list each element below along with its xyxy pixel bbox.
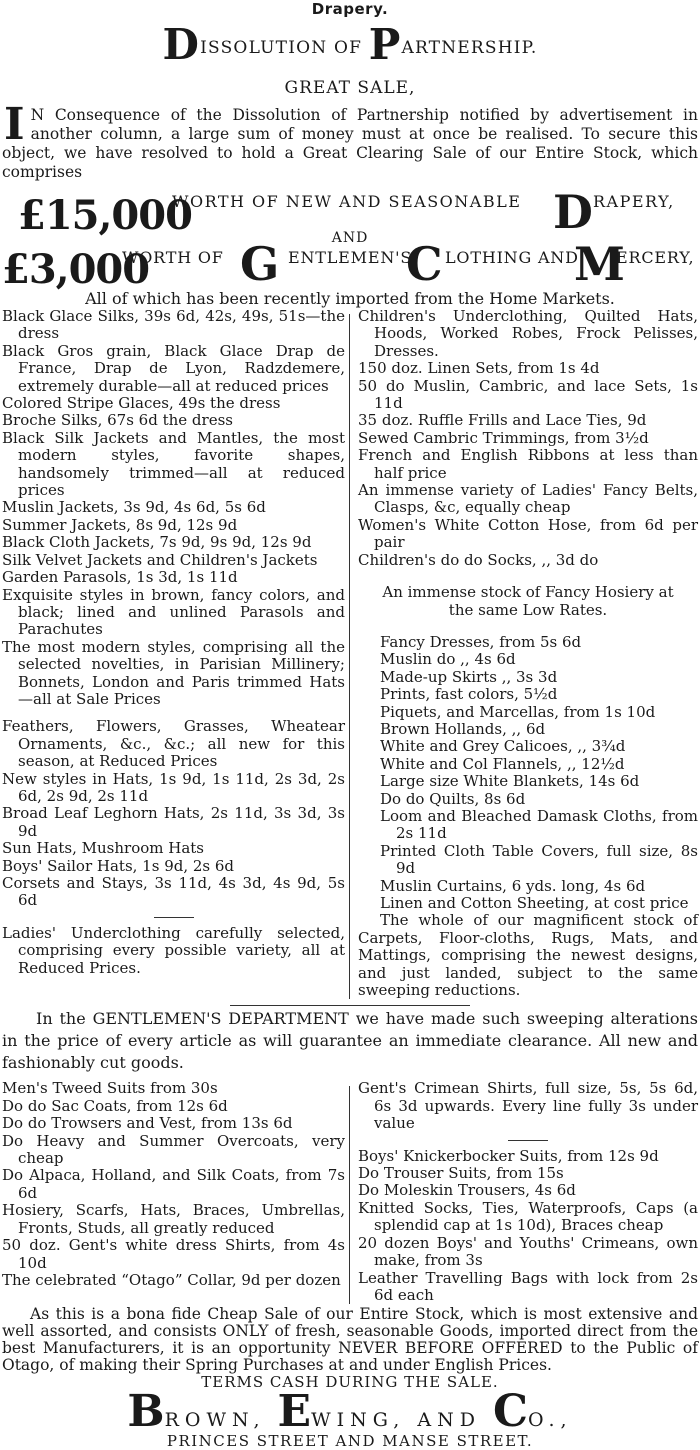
clothing-initial-c: C	[406, 237, 443, 291]
list-item: Ladies' Underclothing carefully selected, comprising every possible variety, all at Reduced Prices.	[2, 923, 345, 977]
ad-subtitle: GREAT SALE,	[284, 78, 416, 98]
firm-word-co: O.,	[528, 1408, 573, 1431]
list-item: Do Moleskin Trousers, 4s 6d	[358, 1181, 576, 1200]
list-item: Gent's Crimean Shirts, full size, 5s, 5s 6d, 6s 3d upwards. Every line fully 3s under value	[358, 1079, 698, 1133]
firm-initial-b: B	[127, 1385, 165, 1437]
separator-rule	[508, 1140, 548, 1141]
drapery-rest: RAPERY,	[593, 192, 675, 211]
list-item: Summer Jackets, 8s 9d, 12s 9d	[2, 515, 238, 534]
list-item: Do Heavy and Summer Overcoats, very cheap	[2, 1131, 345, 1168]
left-list-2	[2, 718, 345, 909]
list-item: Black Silk Jackets and Mantles, the most modern styles, favorite shapes, handsomely trimmed—all at reduced prices	[2, 428, 345, 500]
drapery-right-column	[350, 308, 700, 999]
firm-word-and: AND	[417, 1408, 481, 1431]
drapery-initial: D	[553, 185, 593, 239]
list-item: Fancy Dresses, from 5s 6d	[380, 632, 582, 651]
firm-address: PRINCES STREET AND MANSE STREET.	[166, 1431, 534, 1450]
gentlemens-left-column	[0, 1080, 349, 1304]
list-item: Do Trouser Suits, from 15s	[358, 1164, 564, 1183]
title-word-partnership: ARTNERSHIP.	[401, 38, 538, 58]
carpets-paragraph: The whole of our magnificent stock of Carpets, Floor-cloths, Rugs, Mats, and Mattings, comprising the newest designs, and just landed, subject to the same sweeping reductions.	[358, 911, 698, 1000]
list-item: French and English Ribbons at less than half price	[358, 446, 698, 482]
gentlemens-department-paragraph: In the GENTLEMEN'S DEPARTMENT we have made such sweeping alterations in the price of every article as will guarantee an immediate clearance. All new and fashionably cut goods.	[2, 1009, 698, 1073]
terms-line: TERMS CASH DURING THE SALE.	[201, 1372, 499, 1391]
list-item: Black Cloth Jackets, 7s 9d, 9s 9d, 12s 9d	[2, 533, 312, 552]
list-item: Feathers, Flowers, Grasses, Wheatear Ornaments, &c., &c.; all new for this season, at Reduced Prices	[2, 717, 345, 771]
list-item: Sun Hats, Mushroom Hats	[2, 839, 205, 858]
hosiery-note: An immense stock of Fancy Hosiery at the same Low Rates.	[382, 583, 674, 619]
list-item: 50 do Muslin, Cambric, and lace Sets, 1s 11d	[358, 376, 698, 413]
section-rule	[230, 1005, 470, 1006]
list-item: White and Grey Calicoes, ,, 3¾d	[380, 737, 626, 756]
list-item: Do do Quilts, 8s 6d	[380, 789, 526, 808]
list-item: Do do Sac Coats, from 12s 6d	[2, 1096, 228, 1115]
list-item: Do Alpaca, Holland, and Silk Coats, from 7s 6d	[2, 1166, 345, 1202]
list-item: Boys' Knickerbocker Suits, from 12s 9d	[358, 1146, 659, 1165]
list-item: Corsets and Stays, 3s 11d, 4s 3d, 4s 9d, 5s 6d	[2, 874, 345, 910]
title-initial-d: D	[162, 20, 201, 69]
title-word-of: OF	[333, 38, 363, 58]
closing-paragraph: As this is a bona fide Cheap Sale of our Entire Stock, which is most extensive and well assorted, and consists ONLY of fresh, seasonable Goods, imported direct from the best Manufacturers, it is an opportunity NEVER BEFORE OFFERED to the Public of Otago, of making their Spring Purchases at and under English Prices.	[2, 1305, 698, 1374]
list-item: Broche Silks, 67s 6d the dress	[2, 411, 233, 430]
drapery-left-column	[0, 308, 349, 999]
separator-rule	[154, 917, 194, 918]
list-item: An immense variety of Ladies' Fancy Belts, Clasps, &c, equally cheap	[358, 481, 698, 517]
list-item: Black Glace Silks, 39s 6d, 42s, 49s, 51s—the dress	[2, 307, 345, 343]
list-item: Sewed Cambric Trimmings, from 3½d	[358, 428, 649, 447]
list-item: 50 doz. Gent's white dress Shirts, from 4s 10d	[2, 1236, 345, 1272]
firm-name	[0, 1385, 700, 1437]
clothing-word: LOTHING AND	[445, 248, 579, 267]
gentlemens-amount: £3,000	[2, 246, 150, 293]
firm-word-brown: ROWN,	[164, 1408, 266, 1431]
gentlemens-word: ENTLEMEN'S	[288, 248, 413, 267]
list-item: Brown Hollands, ,, 6d	[380, 719, 546, 738]
and-connector: AND	[331, 230, 369, 246]
list-item: Large size White Blankets, 14s 6d	[380, 772, 640, 791]
list-item: Garden Parasols, 1s 3d, 1s 11d	[2, 568, 238, 587]
list-item: New styles in Hats, 1s 9d, 1s 11d, 2s 3d, 2s 6d, 2s 9d, 2s 11d	[2, 769, 345, 805]
list-item: Black Gros grain, Black Glace Drap de France, Drap de Lyon, Radzdemere, extremely durable—all at reduced prices	[2, 341, 345, 395]
list-item: Piquets, and Marcellas, from 1s 10d	[380, 702, 656, 721]
intro-text: N Consequence of the Dissolution of Partnership notified by advertisement in another column, a large sum of money must at once be realised. To secure this object, we have resolved to hold a Great Clearing Sale of our Entire Stock, which comprises	[2, 106, 698, 181]
list-item: Colored Stripe Glaces, 49s the dress	[2, 394, 281, 413]
intro-paragraph	[2, 99, 698, 182]
list-item: 35 doz. Ruffle Frills and Lace Ties, 9d	[358, 411, 647, 430]
title-word-dissolution: ISSOLUTION	[200, 38, 328, 58]
list-item: Muslin Curtains, 6 yds. long, 4s 6d	[380, 876, 646, 895]
list-item: Knitted Socks, Ties, Waterproofs, Caps (a splendid cap at 1s 10d), Braces cheap	[358, 1198, 698, 1235]
list-item: Exquisite styles in brown, fancy colors, and black; lined and unlined Parasols and Parachutes	[2, 585, 345, 639]
mercery-initial-m: M	[574, 237, 625, 291]
list-item: Muslin Jackets, 3s 9d, 4s 6d, 5s 6d	[2, 498, 266, 517]
list-item: Leather Travelling Bags with lock from 2s 6d each	[358, 1268, 698, 1304]
list-item: Prints, fast colors, 5½d	[380, 685, 558, 704]
list-item: Printed Cloth Table Covers, full size, 8s 9d	[380, 841, 698, 878]
drapery-text: WORTH OF NEW AND SEASONABLE	[172, 192, 522, 211]
drapery-amount: £15,000	[18, 192, 192, 239]
ad-title	[0, 20, 700, 69]
list-item: 20 dozen Boys' and Youths' Crimeans, own make, from 3s	[358, 1233, 698, 1270]
list-item: Loom and Bleached Damask Cloths, from 2s 11d	[380, 806, 698, 843]
firm-word-ewing: WING,	[311, 1408, 406, 1431]
list-item: White and Col Flannels, ,, 12½d	[380, 754, 625, 773]
list-item: The celebrated “Otago” Collar, 9d per dozen	[2, 1270, 341, 1289]
firm-initial-c: C	[492, 1385, 529, 1437]
drapery-columns	[0, 308, 700, 999]
list-item: Women's White Cotton Hose, from 6d per pair	[358, 515, 698, 552]
left-list-1	[2, 308, 345, 708]
list-item: The most modern styles, comprising all the selected novelties, in Parisian Millinery; Bonnets, London and Paris trimmed Hats—all at Sale Prices	[2, 637, 345, 708]
worth-line-drapery	[0, 185, 700, 239]
list-item: Children's do do Socks, ,, 3d do	[358, 550, 599, 569]
firm-initial-e: E	[277, 1385, 312, 1437]
imported-line: All of which has been recently imported from the Home Markets.	[85, 289, 615, 308]
list-item: Hosiery, Scarfs, Hats, Braces, Umbrellas, Fronts, Studs, all greatly reduced	[2, 1201, 345, 1237]
title-initial-p: P	[368, 20, 402, 69]
intro-dropcap: I	[4, 99, 25, 150]
mercery-word: ERCERY,	[616, 248, 695, 267]
section-heading: Drapery.	[311, 0, 389, 18]
list-item: Made-up Skirts ,, 3s 3d	[380, 667, 558, 686]
gentlemens-columns	[0, 1080, 700, 1304]
list-item: Linen and Cotton Sheeting, at cost price	[380, 894, 689, 912]
worth-line-gentlemens	[0, 237, 700, 293]
list-item: Muslin do ,, 4s 6d	[380, 650, 516, 669]
list-item: Boys' Sailor Hats, 1s 9d, 2s 6d	[2, 856, 235, 875]
list-item: Men's Tweed Suits from 30s	[2, 1079, 218, 1098]
gentlemens-right-column	[350, 1080, 700, 1304]
list-item: Do do Trowsers and Vest, from 13s 6d	[2, 1114, 293, 1133]
list-item: Silk Velvet Jackets and Children's Jackets	[2, 550, 318, 569]
list-item: 150 doz. Linen Sets, from 1s 4d	[358, 359, 600, 378]
list-item: Children's Underclothing, Quilted Hats, Hoods, Worked Robes, Frock Pelisses, Dresses.	[358, 307, 698, 360]
gentlemens-initial-g: G	[240, 237, 280, 291]
list-item: Broad Leaf Leghorn Hats, 2s 11d, 3s 3d, 3s 9d	[2, 804, 345, 840]
gentlemens-text: WORTH OF	[122, 248, 224, 267]
